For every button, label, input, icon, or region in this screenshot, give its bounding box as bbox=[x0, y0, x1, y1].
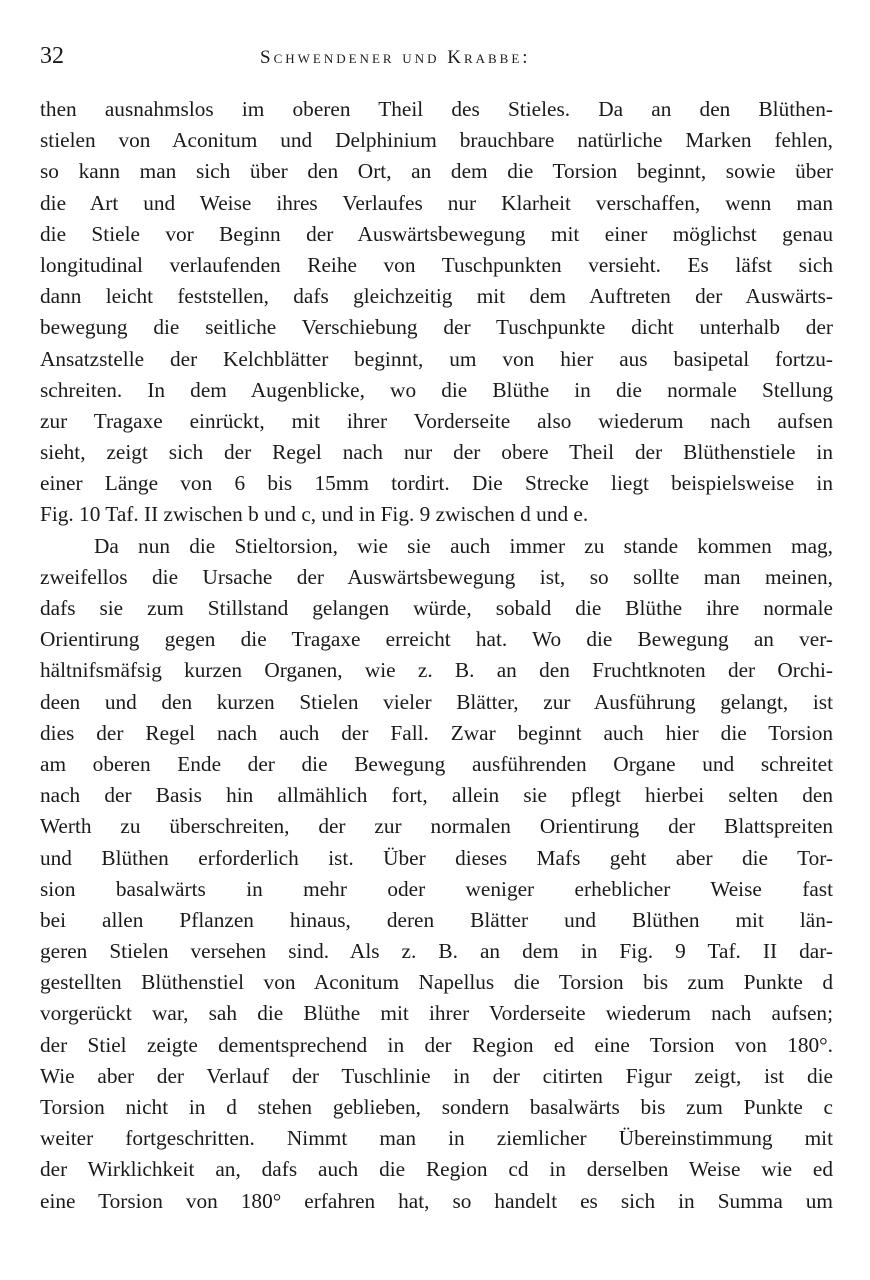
text-line: Da nun die Stieltorsion, wie sie auch immer zu stande kommen mag, bbox=[94, 533, 833, 558]
text-line: zweifellos die Ursache der Auswärtsbewegung ist, so sollte man meinen, bbox=[40, 564, 833, 589]
page-number: 32 bbox=[40, 43, 64, 69]
text-line: stielen von Aconitum und Delphinium brauchbare natürliche Marken fehlen, bbox=[40, 128, 833, 153]
text-line: und Blüthen erforderlich ist. Über dieses Mafs geht aber die Tor- bbox=[40, 845, 833, 870]
running-head: Schwendener und Krabbe: bbox=[260, 47, 531, 68]
text-line: die Art und Weise ihres Verlaufes nur Klarheit verschaffen, wenn man bbox=[40, 190, 833, 215]
text-line: Werth zu überschreiten, der zur normalen Orientirung der Blattspreiten bbox=[40, 814, 833, 839]
text-line: dann leicht feststellen, dafs gleichzeitig mit dem Auftreten der Auswärts- bbox=[40, 284, 833, 309]
text-line: zur Tragaxe einrückt, mit ihrer Vorderseite also wiederum nach aufsen bbox=[40, 408, 833, 433]
text-line: sieht, zeigt sich der Regel nach nur der obere Theil der Blüthenstiele in bbox=[40, 440, 833, 465]
text-line: so kann man sich über den Ort, an dem die Torsion beginnt, sowie über bbox=[40, 159, 833, 184]
text-line: bei allen Pflanzen hinaus, deren Blätter und Blüthen mit län- bbox=[40, 907, 833, 932]
page-header bbox=[40, 40, 830, 76]
text-line: dafs sie zum Stillstand gelangen würde, sobald die Blüthe ihre normale bbox=[40, 596, 833, 620]
text-line: Fig. 10 Taf. II zwischen b und c, und in Fig. 9 zwischen d und e. bbox=[40, 502, 589, 527]
text-line: geren Stielen versehen sind. Als z. B. an dem in Fig. 9 Taf. II dar- bbox=[40, 939, 833, 964]
text-line: Torsion nicht in d stehen geblieben, sondern basalwärts bis zum Punkte c bbox=[40, 1095, 833, 1119]
text-line: der Stiel zeigte dementsprechend in der Region ed eine Torsion von 180°. bbox=[40, 1032, 833, 1057]
text-line: Ansatzstelle der Kelchblätter beginnt, um von hier aus basipetal fortzu- bbox=[40, 346, 833, 371]
text-line: einer Länge von 6 bis 15mm tordirt. Die Strecke liegt beispielsweise in bbox=[40, 471, 833, 496]
text-line: sion basalwärts in mehr oder weniger erheblicher Weise fast bbox=[40, 876, 833, 901]
body-text bbox=[40, 94, 833, 1217]
text-line: die Stiele vor Beginn der Auswärtsbewegung mit einer möglichst genau bbox=[40, 221, 833, 246]
text-line: weiter fortgeschritten. Nimmt man in ziemlicher Übereinstimmung mit bbox=[40, 1126, 833, 1151]
text-line: schreiten. In dem Augenblicke, wo die Blüthe in die normale Stellung bbox=[40, 377, 833, 402]
text-line: bewegung die seitliche Verschiebung der Tuschpunkte dicht unterhalb der bbox=[40, 315, 833, 340]
text-line: then ausnahmslos im oberen Theil des Stieles. Da an den Blüthen- bbox=[40, 97, 833, 121]
text-line: hältnifsmäfsig kurzen Organen, wie z. B. an den Fruchtknoten der Orchi- bbox=[40, 658, 833, 683]
text-line: Orientirung gegen die Tragaxe erreicht hat. Wo die Bewegung an ver- bbox=[40, 627, 833, 652]
text-line: dies der Regel nach auch der Fall. Zwar beginnt auch hier die Torsion bbox=[40, 720, 833, 745]
text-line: eine Torsion von 180° erfahren hat, so handelt es sich in Summa um bbox=[40, 1188, 833, 1213]
text-line: Wie aber der Verlauf der Tuschlinie in der citirten Figur zeigt, ist die bbox=[40, 1063, 833, 1088]
text-line: gestellten Blüthenstiel von Aconitum Napellus die Torsion bis zum Punkte d bbox=[40, 970, 833, 995]
text-line: am oberen Ende der die Bewegung ausführenden Organe und schreitet bbox=[40, 751, 833, 776]
text-line: vorgerückt war, sah die Blüthe mit ihrer Vorderseite wiederum nach aufsen; bbox=[40, 1001, 833, 1026]
text-line: longitudinal verlaufenden Reihe von Tuschpunkten versieht. Es läfst sich bbox=[40, 252, 833, 277]
text-line: deen und den kurzen Stielen vieler Blätter, zur Ausführung gelangt, ist bbox=[40, 689, 833, 714]
text-line: nach der Basis hin allmählich fort, allein sie pflegt hierbei selten den bbox=[40, 783, 833, 808]
text-line: der Wirklichkeit an, dafs auch die Region cd in derselben Weise wie ed bbox=[40, 1157, 833, 1182]
